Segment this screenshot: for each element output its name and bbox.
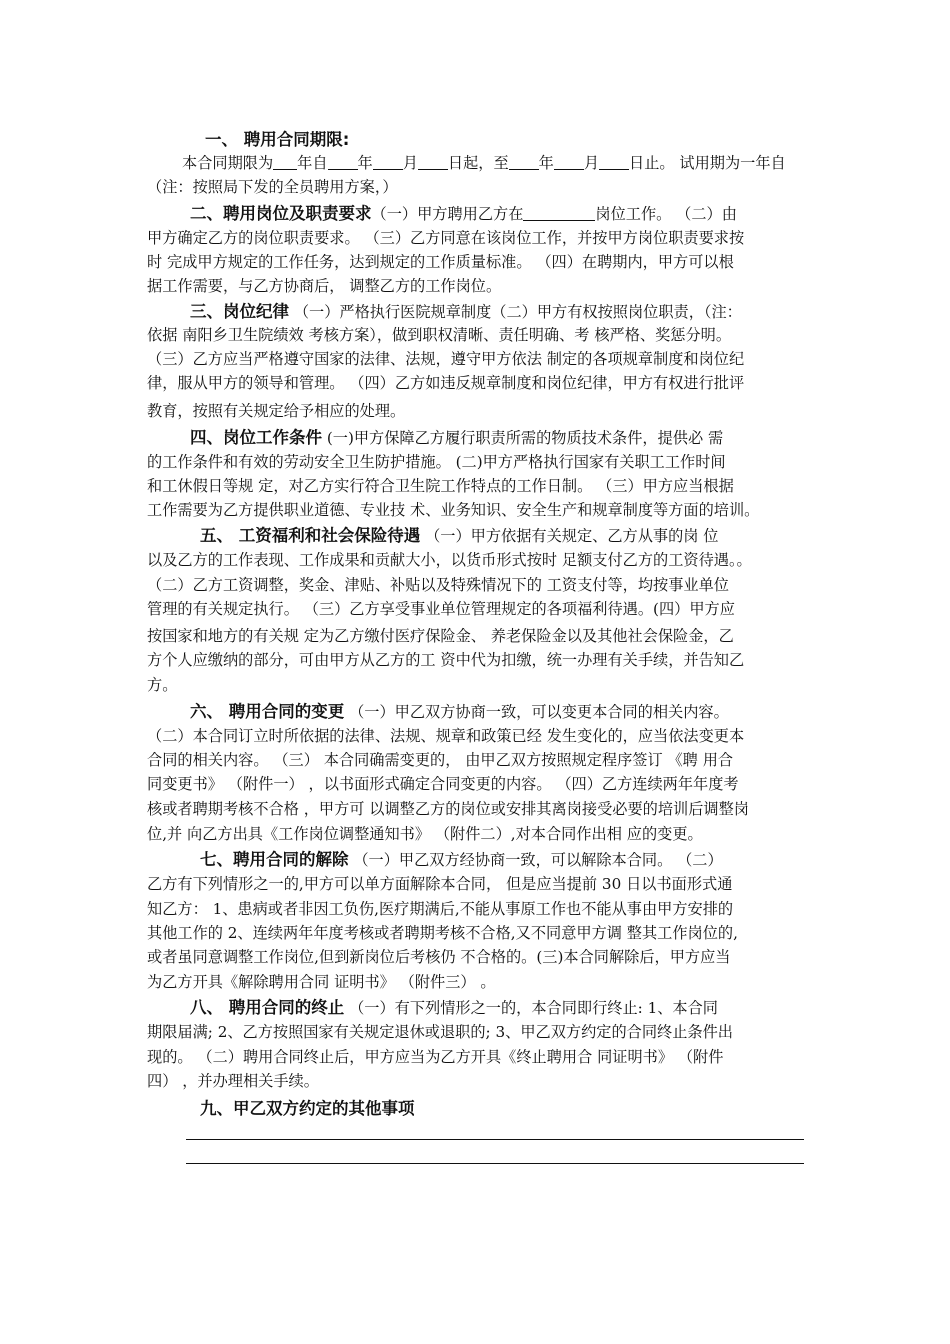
blank-field [328, 153, 358, 170]
section-2-line-4: 据工作需要，与乙方协商后， 调整乙方的工作岗位。 [147, 277, 502, 295]
section-5-line-5: 按国家和地方的有关规 定为乙方缴付医疗保险金、 养老保险金以及其他社会保险金，乙 [147, 627, 734, 645]
section-9-heading: 九、甲乙双方约定的其他事项 [200, 1099, 415, 1118]
section-1-text: 年 [538, 154, 554, 172]
section-6-line-2: （二）本合同订立时所依据的法律、法规、规章和政策已经 发生变化的，应当依法变更本 [147, 727, 745, 745]
section-1-text: 年 [357, 154, 373, 172]
blank-field [554, 153, 584, 170]
section-3-line-3: （三）乙方应当严格遵守国家的法律、法规，遵守甲方依法 制定的各项规章制度和岗位纪 [147, 350, 745, 368]
section-5-line-4: 管理的有关规定执行。 （三）乙方享受事业单位管理规定的各项福利待遇。(四）甲方应 [147, 600, 735, 618]
section-4-text: (一)甲方保障乙方履行职责所需的物质技术条件，提供必 需 [326, 429, 724, 447]
blank-line-2 [186, 1163, 804, 1164]
section-5-line-6: 方个人应缴纳的部分，可由甲方从乙方的工 资中代为扣缴，统一办理有关手续，并告知乙 [147, 651, 745, 669]
section-7-line-4: 其他工作的 2、连续两年年度考核或者聘期考核不合格,又不同意甲方调 整其工作岗位的, [147, 924, 738, 942]
section-6-line-5: 核或者聘期考核不合格 ，甲方可 以调整乙方的岗位或安排其离岗接受必要的培训后调整岗 [147, 800, 749, 818]
section-5-heading: 五、 工资福利和社会保险待遇 [200, 526, 421, 545]
section-2-heading: 二、聘用岗位及职责要求 [190, 204, 372, 223]
section-4-line-2: 的工作条件和有效的劳动安全卫生防护措施。 (二)甲方严格执行国家有关职工工作时间 [147, 453, 726, 471]
blank-field [599, 153, 629, 170]
section-1-heading: 一、 聘用合同期限: [205, 130, 350, 149]
section-6-line-6: 位,并 向乙方出具《工作岗位调整通知书》 （附件二）,对本合同作出相 应的变更。 [147, 825, 703, 843]
section-7-text: （一）甲乙双方经协商一致，可以解除本合同。 （二） [353, 851, 723, 869]
section-2-text: （一）甲方聘用乙方在 [371, 205, 524, 223]
section-4-heading: 四、岗位工作条件 [190, 428, 322, 447]
section-5-line-1 [200, 524, 870, 548]
section-5-text: （一）甲方依据有关规定、乙方从事的岗 位 [425, 527, 719, 545]
section-6-line-4: 同变更书》 （附件一） ，以书面形式确定合同变更的内容。 （四）乙方连续两年年度考 [147, 775, 739, 793]
section-5-line-7: 方。 [147, 676, 178, 694]
blank-field [523, 204, 595, 221]
section-3-text: （一）严格执行医院规章制度（二）甲方有权按照岗位职责，（注： [293, 303, 742, 321]
blank-field [418, 153, 448, 170]
section-6-heading: 六、 聘用合同的变更 [190, 702, 345, 721]
section-2-line-2: 甲方确定乙方的岗位职责要求。 （三）乙方同意在该岗位工作，并按甲方岗位职责要求按 [147, 229, 745, 247]
section-3-heading: 三、岗位纪律 [190, 302, 289, 321]
section-7-line-1 [200, 848, 870, 872]
section-6-line-1 [190, 700, 860, 724]
blank-line-1 [186, 1139, 804, 1140]
blank-field [373, 153, 403, 170]
section-8-line-2: 期限届满; 2、乙方按照国家有关规定退休或退职的; 3、甲乙双方约定的合同终止条件出 [147, 1023, 733, 1041]
section-1-line-1 [205, 128, 875, 152]
section-1-text: 年自 [297, 154, 328, 172]
blank-field [273, 153, 297, 170]
section-1-text: 月 [583, 154, 599, 172]
section-1-text: 本合同期限为 [182, 154, 274, 172]
section-8-line-1 [190, 996, 860, 1020]
section-7-line-2: 乙方有下列情形之一的,甲方可以单方面解除本合同， 但是应当提前 30 日以书面形式通 [147, 875, 733, 893]
section-1-line-2 [182, 151, 852, 175]
section-6-text: （一）甲乙双方协商一致，可以变更本合同的相关内容。 [349, 703, 729, 721]
section-5-line-3: （二）乙方工资调整，奖金、津贴、补贴以及特殊情况下的 工资支付等，均按事业单位 [147, 576, 729, 594]
section-7-line-5: 或者虽同意调整工作岗位,但到新岗位后考核仍 不合格的。(三)本合同解除后，甲方应当 [147, 948, 731, 966]
section-4-line-3: 和工休假日等规 定，对乙方实行符合卫生院工作特点的工作日制。 （三）甲方应当根据 [147, 477, 734, 495]
section-1-text: 日起，至 [447, 154, 509, 172]
section-6-line-3: 合同的相关内容。 （三） 本合同确需变更的， 由甲乙双方按照规定程序签订 《聘 用合 [147, 751, 734, 769]
section-8-line-3: 现的。 （二）聘用合同终止后，甲方应当为乙方开具《终止聘用合 同证明书》 （附件 [147, 1048, 724, 1066]
section-2-line-3: 时 完成甲方规定的工作任务，达到规定的工作质量标准。 （四）在聘期内，甲方可以根 [147, 253, 734, 271]
section-7-line-6: 为乙方开具《解除聘用合同 证明书》 （附件三） 。 [147, 973, 496, 991]
section-7-line-3: 知乙方： 1、患病或者非因工负伤,医疗期满后,不能从事原工作也不能从事由甲方安排的 [147, 900, 734, 918]
section-3-line-1 [190, 300, 860, 324]
section-1-text: 日止。 试用期为一年自 [629, 154, 786, 172]
section-4-line-1 [190, 426, 860, 450]
section-5-line-2: 以及乙方的工作表现、工作成果和贡献大小，以货币形式按时 足额支付乙方的工资待遇。。 [147, 551, 752, 569]
section-3-line-2: 依据 南阳乡卫生院绩效 考核方案），做到职权清晰、责任明确、考 核严格、奖惩分明。 [147, 326, 732, 344]
section-3-line-4: 律，服从甲方的领导和管理。 （四）乙方如违反规章制度和岗位纪律，甲方有权进行批评 [147, 374, 745, 392]
section-8-heading: 八、 聘用合同的终止 [190, 998, 345, 1017]
section-3-line-5: 教育，按照有关规定给予相应的处理。 [147, 402, 406, 420]
section-8-text: （一）有下列情形之一的，本合同即行终止: 1、本合同 [349, 999, 718, 1017]
section-7-heading: 七、聘用合同的解除 [200, 850, 349, 869]
blank-field [509, 153, 539, 170]
section-2-text: 岗位工作。 （二）由 [595, 205, 737, 223]
section-1-text: 月 [402, 154, 418, 172]
section-1-line-3: （注：按照局下发的全员聘用方案，） [147, 178, 398, 196]
section-2-line-1 [190, 202, 860, 226]
section-4-line-4: 工作需要为乙方提供职业道德、专业技 术、业务知识、安全生产和规章制度等方面的培训。 [147, 501, 760, 519]
section-9-line-1 [200, 1097, 870, 1121]
section-8-line-4: 四） ，并办理相关手续。 [147, 1072, 319, 1090]
